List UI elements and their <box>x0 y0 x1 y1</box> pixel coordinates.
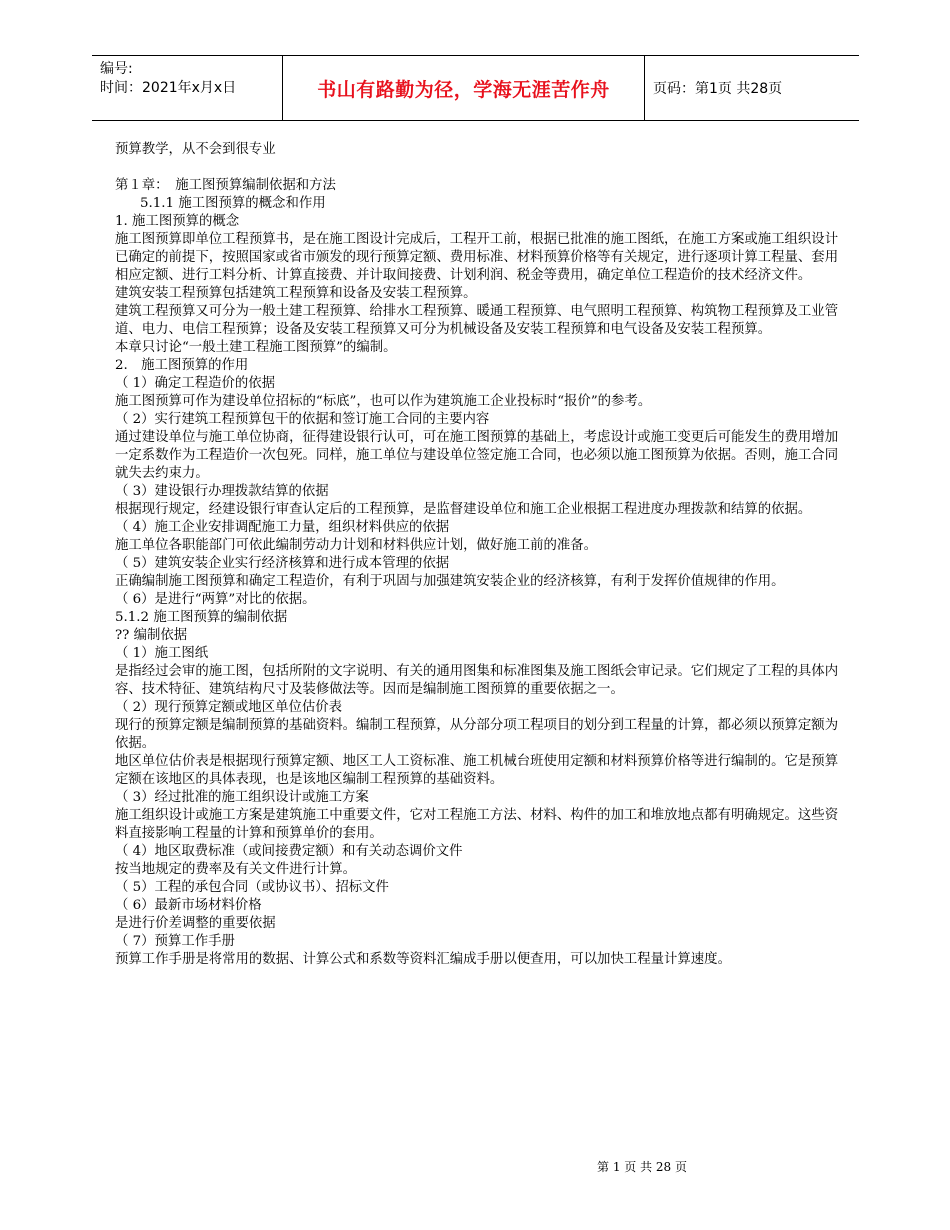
page-header <box>92 55 859 121</box>
paragraph: 施工组织设计或施工方案是建筑施工中重要文件，它对工程施工方法、材料、构件的加工和堆放地点都有明确规定。这些资料直接影响工程量的计算和预算单价的套用。 <box>115 808 839 841</box>
header-page-indicator: 页码：第1页 共28页 <box>653 81 783 97</box>
paragraph: 施工图预算可作为建设单位招标的“标底”，也可以作为建筑施工企业投标时“报价”的参考。 <box>115 394 652 409</box>
paragraph: 预算工作手册是将常用的数据、计算公式和系数等资料汇编成手册以便查用，可以加快工程量计算速度。 <box>115 952 731 967</box>
paragraph: 本章只讨论“一般土建工程施工图预算”的编制。 <box>115 340 397 355</box>
section-heading: 5.1.2 施工图预算的编制依据 <box>115 610 288 625</box>
paragraph: 根据现行规定，经建设银行审查认定后的工程预算，是监督建设单位和施工企业根据工程进度办理拨款和结算的依据。 <box>115 502 812 517</box>
paragraph: 按当地规定的费率及有关文件进行计算。 <box>115 862 357 877</box>
paragraph: （ 4）地区取费标准（或间接费定额）和有关动态调价文件 <box>115 844 463 859</box>
document-body <box>115 141 850 969</box>
document-id-label: 编号: <box>100 61 133 77</box>
paragraph: （ 6）是进行“两算”对比的依据。 <box>115 592 316 607</box>
paragraph: 施工单位各职能部门可依此编制劳动力计划和材料供应计划，做好施工前的准备。 <box>115 538 598 553</box>
section-heading: 5.1.1 施工图预算的概念和作用 <box>140 196 326 211</box>
paragraph: 建筑工程预算又可分为一般土建工程预算、给排水工程预算、暖通工程预算、电气照明工程预算、构筑物工程预算及工业管道、电力、电信工程预算；设备及安装工程预算又可分为机械设备及安装工程预算和电气设备及安装工程预算。 <box>115 304 839 337</box>
paragraph: （ 3）建设银行办理拨款结算的依据 <box>115 484 329 499</box>
paragraph: （ 7）预算工作手册 <box>115 934 235 949</box>
paragraph: 建筑安装工程预算包括建筑工程预算和设备及安装工程预算。 <box>115 286 477 301</box>
paragraph: （ 5）工程的承包合同（或协议书）、招标文件 <box>115 880 389 895</box>
paragraph: 2. 施工图预算的作用 <box>115 358 249 373</box>
chapter-title: 第１章： 施工图预算编制依据和方法 <box>115 178 336 193</box>
paragraph: （ 6）最新市场材料价格 <box>115 898 262 913</box>
paragraph: 正确编制施工图预算和确定工程造价，有利于巩固与加强建筑安装企业的经济核算，有利于发挥价值规律的作用。 <box>115 574 785 589</box>
paragraph: （ 2）实行建筑工程预算包干的依据和签订施工合同的主要内容 <box>115 412 490 427</box>
document-date: 时间：2021年x月x日 <box>100 80 237 96</box>
paragraph: 现行的预算定额是编制预算的基础资料。编制工程预算，从分部分项工程项目的划分到工程量的计算，都必须以预算定额为依据。 <box>115 718 839 751</box>
paragraph: ?? 编制依据 <box>115 628 188 643</box>
intro-line: 预算教学，从不会到很专业 <box>115 142 276 157</box>
paragraph: （ 3）经过批准的施工组织设计或施工方案 <box>115 790 369 805</box>
paragraph: 施工图预算即单位工程预算书，是在施工图设计完成后，工程开工前，根据已批准的施工图纸，在施工方案或施工组织设计已确定的前提下，按照国家或省市颁发的现行预算定额、费用标准、材料预算价格等有关规定，进行逐项计算工程量、套用相应定额、进行工料分析、计算直接费、并计取间接费、计划利润、税金等费用，确定单位工程造价的技术经济文件。 <box>115 232 839 283</box>
header-meta <box>92 56 282 120</box>
paragraph: （ 1）施工图纸 <box>115 646 209 661</box>
paragraph: 地区单位估价表是根据现行预算定额、地区工人工资标准、施工机械台班使用定额和材料预算价格等进行编制的。它是预算定额在该地区的具体表现，也是该地区编制工程预算的基础资料。 <box>115 754 839 787</box>
paragraph: 是指经过会审的施工图，包括所附的文字说明、有关的通用图集和标准图集及施工图纸会审记录。它们规定了工程的具体内容、技术特征、建筑结构尺寸及装修做法等。因而是编制施工图预算的重要依据之一。 <box>115 664 839 697</box>
paragraph: 是进行价差调整的重要依据 <box>115 916 276 931</box>
paragraph: （ 2）现行预算定额或地区单位估价表 <box>115 700 343 715</box>
paragraph: 1. 施工图预算的概念 <box>115 214 240 229</box>
paragraph: （ 1）确定工程造价的依据 <box>115 376 276 391</box>
page-footer: 第 1 页 共 28 页 <box>597 1160 687 1174</box>
header-motto: 书山有路勤为径，学海无涯苦作舟 <box>282 56 645 120</box>
paragraph: （ 4）施工企业安排调配施工力量，组织材料供应的依据 <box>115 520 450 535</box>
paragraph: （ 5）建筑安装企业实行经济核算和进行成本管理的依据 <box>115 556 450 571</box>
paragraph: 通过建设单位与施工单位协商，征得建设银行认可，可在施工图预算的基础上，考虑设计或施工变更后可能发生的费用增加一定系数作为工程造价一次包死。同样，施工单位与建设单位签定施工合同，也必须以施工图预算为依据。否则，施工合同就失去约束力。 <box>115 430 839 481</box>
